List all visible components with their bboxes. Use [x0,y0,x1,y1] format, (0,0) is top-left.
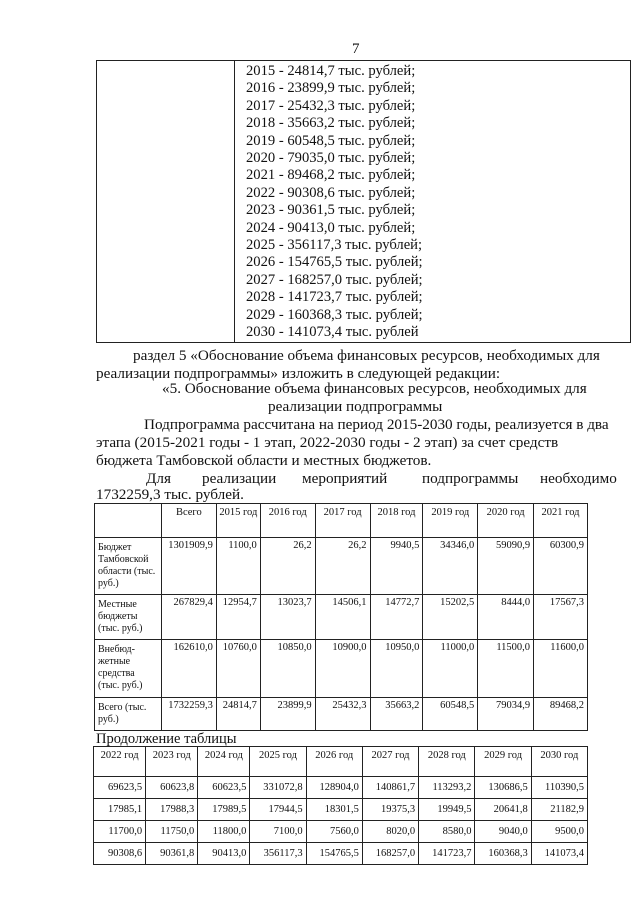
table-cell: 19949,5 [419,799,475,821]
row-label: Внебюд-жетные средства (тыс. руб.) [95,640,162,698]
table-cell: 1301909,9 [161,538,216,595]
table-cell: 11800,0 [198,821,250,843]
table-cell: 14772,7 [370,595,423,640]
funding-line: 2017 - 25432,3 тыс. рублей; [246,97,416,114]
paragraph-word: мероприятий [302,470,388,487]
paragraph-line: этапа (2015-2021 годы - 1 этап, 2022-2030 годы - 2 этап) за счет средств [96,434,559,451]
table-cell: 26,2 [260,538,315,595]
table-header: 2027 год [362,747,418,777]
table-cell: 60548,5 [423,698,478,731]
table-header: 2018 год [370,504,423,538]
table-cell: 23899,9 [260,698,315,731]
funding-line: 2026 - 154765,5 тыс. рублей; [246,254,423,271]
table-cell: 1732259,3 [161,698,216,731]
section-heading-line: «5. Обоснование объема финансовых ресурсов, необходимых для [162,380,587,397]
funding-line: 2021 - 89468,2 тыс. рублей; [246,167,416,184]
table-header: 2028 год [419,747,475,777]
funding-period-table [96,60,631,343]
table-row [94,821,588,843]
paragraph-line: раздел 5 «Обоснование объема финансовых ресурсов, необходимых для [133,347,600,364]
table-cell: 21182,9 [531,799,587,821]
table-cell: 356117,3 [250,843,306,865]
table-cell: 17989,5 [198,799,250,821]
table-header: 2029 год [475,747,531,777]
table-cell: 20641,8 [475,799,531,821]
paragraph-line: реализации подпрограммы» изложить в следующей редакции: [96,365,501,382]
financing-table [94,503,588,731]
table-header: 2023 год [146,747,198,777]
table-cell: 13023,7 [260,595,315,640]
table-row [95,595,588,640]
table-cell: 17567,3 [534,595,588,640]
table-row [94,777,588,799]
table-cell: 8444,0 [478,595,534,640]
table-cell: 162610,0 [161,640,216,698]
table-row [94,799,588,821]
table-cell: 10900,0 [315,640,370,698]
section-heading-line: реализации подпрограммы [268,398,443,415]
table-cell: 14506,1 [315,595,370,640]
table-row [94,843,588,865]
funding-line: 2016 - 23899,9 тыс. рублей; [246,80,416,97]
table-cell: 19375,3 [362,799,418,821]
table-header: 2015 год [216,504,260,538]
table-cell: 113293,2 [419,777,475,799]
table-cell: 267829,4 [161,595,216,640]
table-cell: 154765,5 [306,843,362,865]
funding-line: 2023 - 90361,5 тыс. рублей; [246,202,416,219]
paragraph-line: бюджета Тамбовской области и местных бюджетов. [96,452,432,469]
table-row [95,538,588,595]
table-cell: 141723,7 [419,843,475,865]
paragraph-word: реализации [202,470,277,487]
table-cell: 11000,0 [423,640,478,698]
table-header: 2017 год [315,504,370,538]
table-cell: 35663,2 [370,698,423,731]
table-cell: 17985,1 [94,799,146,821]
table-cell: 140861,7 [362,777,418,799]
table-header: 2020 год [478,504,534,538]
table-cell: 7100,0 [250,821,306,843]
table-header: 2025 год [250,747,306,777]
table-cell: 25432,3 [315,698,370,731]
continuation-caption: Продолжение таблицы [96,731,237,747]
funding-line: 2020 - 79035,0 тыс. рублей; [246,150,416,167]
table-cell: 331072,8 [250,777,306,799]
table-cell: 11750,0 [146,821,198,843]
table-header: 2030 год [531,747,587,777]
table-cell: 26,2 [315,538,370,595]
table-cell: 69623,5 [94,777,146,799]
table-cell: 11500,0 [478,640,534,698]
paragraph-word: подпрограммы [422,470,519,487]
paragraph-line: Подпрограмма рассчитана на период 2015-2030 годы, реализуется в два [144,416,609,433]
table-cell: 12954,7 [216,595,260,640]
funding-line: 2027 - 168257,0 тыс. рублей; [246,271,423,288]
table-cell: 9500,0 [531,821,587,843]
paragraph-word: Для [146,470,171,487]
table-header: 2022 год [94,747,146,777]
table-cell: 141073,4 [531,843,587,865]
table-cell: 59090,9 [478,538,534,595]
table-cell: 7560,0 [306,821,362,843]
table-cell: 90308,6 [94,843,146,865]
table-cell: 79034,9 [478,698,534,731]
table-cell: 60623,8 [146,777,198,799]
table-cell: 17988,3 [146,799,198,821]
table-cell: 128904,0 [306,777,362,799]
funding-line: 2019 - 60548,5 тыс. рублей; [246,132,416,149]
table-cell: 1100,0 [216,538,260,595]
table-header: 2019 год [423,504,478,538]
continuation-table [93,746,588,865]
table-cell: 110390,5 [531,777,587,799]
table-cell: 17944,5 [250,799,306,821]
table-cell: 60300,9 [534,538,588,595]
table-row [95,698,588,731]
table-cell: 8020,0 [362,821,418,843]
table-header: Всего [161,504,216,538]
table-header: 2016 год [260,504,315,538]
table-header: 2026 год [306,747,362,777]
table-cell: 10850,0 [260,640,315,698]
funding-line: 2018 - 35663,2 тыс. рублей; [246,115,416,132]
row-label: Бюджет Тамбовской области (тыс. руб.) [95,538,162,595]
table-cell: 24814,7 [216,698,260,731]
funding-line: 2025 - 356117,3 тыс. рублей; [246,237,423,254]
table-cell: 160368,3 [475,843,531,865]
table-cell: 18301,5 [306,799,362,821]
page-number: 7 [352,41,360,57]
table-header: 2024 год [198,747,250,777]
paragraph-word: необходимо [540,470,617,487]
table-row [95,640,588,698]
table-header: 2021 год [534,504,588,538]
funding-line: 2030 - 141073,4 тыс. рублей [246,324,419,341]
table-cell: 34346,0 [423,538,478,595]
table-cell: 10760,0 [216,640,260,698]
funding-line: 2015 - 24814,7 тыс. рублей; [246,63,416,79]
table-cell: 9940,5 [370,538,423,595]
table-header-empty [95,504,162,538]
table-cell: 90413,0 [198,843,250,865]
funding-by-year-cell [235,61,631,343]
table-cell: 60623,5 [198,777,250,799]
empty-label-cell [97,61,235,343]
table-cell: 90361,8 [146,843,198,865]
funding-line: 2024 - 90413,0 тыс. рублей; [246,219,416,236]
funding-line: 2029 - 160368,3 тыс. рублей; [246,306,423,323]
row-label: Местные бюджеты (тыс. руб.) [95,595,162,640]
table-cell: 168257,0 [362,843,418,865]
paragraph-line: 1732259,3 тыс. рублей. [96,486,244,503]
table-cell: 8580,0 [419,821,475,843]
row-label: Всего (тыс. руб.) [95,698,162,731]
table-cell: 89468,2 [534,698,588,731]
table-cell: 15202,5 [423,595,478,640]
funding-line: 2022 - 90308,6 тыс. рублей; [246,184,416,201]
table-cell: 10950,0 [370,640,423,698]
table-cell: 11600,0 [534,640,588,698]
funding-line: 2028 - 141723,7 тыс. рублей; [246,289,423,306]
table-cell: 11700,0 [94,821,146,843]
table-cell: 9040,0 [475,821,531,843]
table-cell: 130686,5 [475,777,531,799]
